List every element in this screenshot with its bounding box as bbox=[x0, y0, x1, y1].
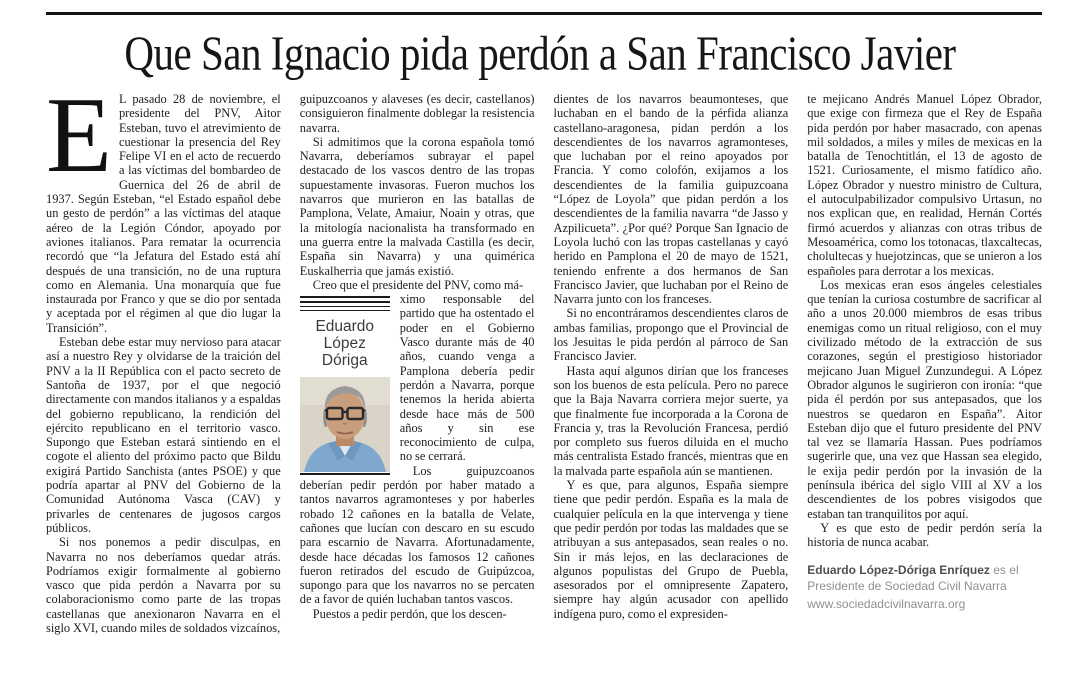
byline-author-role: es el Presidente de Sociedad Civil Navarra bbox=[807, 562, 1019, 593]
paragraph: Si nos ponemos a pedir disculpas, en Navarra no nos deberíamos quedar atrás. Podríamos exigir formalmente al gobierno vasco que pida perdón a Navarra por su colaboracionismo como parte de las tropas castellanas que anexionaron Navarra en el siglo XVI, cuando miles de soldados vizcaínos, bbox=[46, 535, 281, 635]
paragraph: Los guipuzcoanos deberían pedir perdón por haber matado a tantos navarros agramonteses y por haberles robado 12 cañones en la batalla de Velate, cañones que lucían con descaro en su escudo para escarnio de Navarra. Afortunadamente, desde hace décadas los famosos 12 cañones fueron retirados del escudo de Guipúzcoa, supongo para que los navarros no se percaten de a favor de quién luchaban tantos vascos. bbox=[299, 463, 535, 607]
byline-author-name: Eduardo López-Dóriga Enríquez bbox=[807, 562, 990, 577]
author-name-line1: Eduardo bbox=[315, 318, 375, 336]
paragraph: Y es que esto de pedir perdón sería la historia de nunca acabar. bbox=[807, 520, 1042, 550]
author-box-bottom-rule bbox=[300, 473, 390, 475]
column-4 bbox=[807, 92, 1042, 664]
paragraph: Y es que, para algunos, España siempre tiene que pedir perdón. España es la mala de cualquier película en la que intervenga y tiene que pedir perdón por todas las maldades que se atribuyan a sus antepasados, sean reales o no. Sin ir más lejos, en las declaraciones de algunos populistas del Grupo de Puebla, asesorados por el omnipresente Zapatero, siempre hay algún acusador con apellido indígena puro, como el expresiden- bbox=[553, 478, 789, 621]
drop-cap: E bbox=[46, 92, 112, 195]
byline-author bbox=[807, 562, 1042, 595]
paragraph: guipuzcoanos y alaveses (es decir, castellanos) consiguieron finalmente doblegar la resistencia navarra. bbox=[299, 92, 535, 135]
paragraph: Esteban debe estar muy nervioso para atacar así a nuestro Rey y olvidarse de la traición del PNV a la II República con el pacto secreto de Santoña de 1937, por el que negoció directamente con mandos italianos y a espaldas del gobierno republicano, la rendición del ejército republicano en el territorio vasco. Supongo que Esteban estará sintiendo en el cogote el aliento del próximo pacto que Bildu exigirá Partido Sanchista (antes PSOE) y que podría apartar al PNV del Gobierno de la Comunidad Autónoma Vasca (CAV) y privarles de centenares de jugosos cargos públicos. bbox=[46, 335, 281, 535]
author-name-line2: López Dóriga bbox=[321, 335, 368, 370]
paragraph: ximo responsable del partido que ha ostentado el poder en el Gobierno Vasco durante más de 40 años, cuando venga a Pamplona debería pedir perdón a Navarra, porque tenemos la herida abierta desde hace más de 500 años y sin ese reconocimiento de culpa, no se cerrará. bbox=[399, 292, 535, 464]
paragraph: Si admitimos que la corona española tomó Navarra, deberíamos subrayar el papel destacado de los vascos dentro de las tropas supuestamente invasoras. Fueron muchos los navarros que murieron en las batallas de Pamplona, Velate, Amaiur, Noain y otras, que la mitología nacionalista ha transformado en una guerra entre la malvada Castilla (es decir, España sin Navarra) y una quimérica Euskalherria que jamás existió. bbox=[299, 134, 535, 278]
author-box-rules bbox=[300, 296, 390, 311]
paragraph: Los mexicas eran esos ángeles celestiales que tenían la curiosa costumbre de sacrificar al año a unos 20.000 miembros de esas tribus enemigas como un ritual religioso, con el muy civilizado método de la extracción de sus corazones, según el prestigioso historiador mejicano Juan Miguel Zunzundegui. A López Obrador algunos le sugirieron con ironía: “que pida él perdón por sus antepasados, que los nuestros se quedaron en España”. Aitor Esteban dijo que el futuro presidente del PNV tal vez se llamaría Hassan. Pues podríamos sugerirle que, una vez que Hassan sea elegido, le exija pedir perdón por la invasión de la península ibérica del siglo VIII al XV a los descendientes de los pobres visigodos que estaban tan tranquilitos por aquí. bbox=[807, 277, 1042, 521]
author-name bbox=[300, 318, 390, 369]
top-rule bbox=[46, 12, 1042, 15]
paragraph: Hasta aquí algunos dirían que los franceses son los buenos de esta película. Pero no parece que la Baja Navarra corriera mejor suerte, ya que finalmente fue incorporada a la Corona de Francia y, tras la Revolución Francesa, perdió por completo sus fueros diluida en el mucho más centralista Estado francés, mientras que en la malvada parte española aún se mantienen. bbox=[553, 363, 789, 478]
byline bbox=[807, 562, 1042, 613]
paragraph-text: L pasado 28 de noviembre, el presidente del PNV, Aitor Esteban, tuvo el atrevimiento de cuestionar la presencia del Rey Felipe VI en el acto de recuerdo a las víctimas del bombardeo de Guernica del 26 de abril de 1937. Según Esteban, “el Estado español debe un gesto de perdón” a las víctimas del ataque aéreo de la Legión Cóndor, apoyado por aviones italianos. Para rematar la ocurrencia recordó que “la Jefatura del Estado está ahí después de una transición, no de una ruptura como en Alemania. Una monarquía que fue instaurada por Franco y que se dio por sentada y aceptada por el régimen al que dio lugar la Transición”. bbox=[46, 92, 281, 335]
column-3 bbox=[554, 92, 789, 664]
author-photo bbox=[300, 377, 390, 472]
author-box bbox=[300, 296, 390, 475]
paragraph: dientes de los navarros beaumonteses, que luchaban en el bando de la pérfida alianza castellano-aragonesa, pidan perdón a los descendientes de los navarros agramonteses, que luchaban por el reino apoyados por Francia. Y como colofón, exijamos a los descendientes de la familia guipuzcoana “López de Loyola” que pidan perdón a los descendientes de la familia navarra “de Jasso y Azpilicueta”. ¿Por qué? Porque San Ignacio de Loyola luchó con las tropas castellanas y cayó herido en Pamplona el 20 de mayo de 1521, teniendo enfrente a dos hermanos de San Francisco Javier, que luchaban por el Reino de Navarra junto con los franceses. bbox=[553, 92, 789, 307]
paragraph: Si no encontráramos descendientes claros de ambas familias, propongo que el Provincial de los Jesuitas le pida perdón al párroco de San Francisco Javier. bbox=[553, 306, 789, 364]
paragraph bbox=[46, 92, 281, 335]
article-columns bbox=[46, 92, 1042, 664]
paragraph: te mejicano Andrés Manuel López Obrador, que exige con firmeza que el Rey de España pida perdón por haber masacrado, con apenas mil soldados, a miles y miles de mexicas en la batalla de Tenochtitlán, el 13 de agosto de 1521. Curiosamente, el mismo fatídico año. López Obrador y nuestro ministro de Cultura, el autoculpabilizador compulsivo Urtasun, no nos explican que, en realidad, Hernán Cortés firmó acuerdos y alianzas con otras tribus de Mesoamérica, como los totonacas, tlaxcaltecas, cholultecas y huejotzincas, que se unieron a los españoles para derrotar a los mexicas. bbox=[807, 92, 1042, 278]
paragraph: Creo que el presidente del PNV, como má- bbox=[312, 277, 524, 292]
headline: Que San Ignacio pida perdón a San Francisco Javier bbox=[124, 25, 956, 81]
column-2 bbox=[300, 92, 535, 664]
paragraph: Puestos a pedir perdón, que los descen- bbox=[312, 606, 507, 621]
column-1 bbox=[46, 92, 281, 664]
byline-url: www.sociedadcivilnavarra.org bbox=[807, 596, 966, 611]
